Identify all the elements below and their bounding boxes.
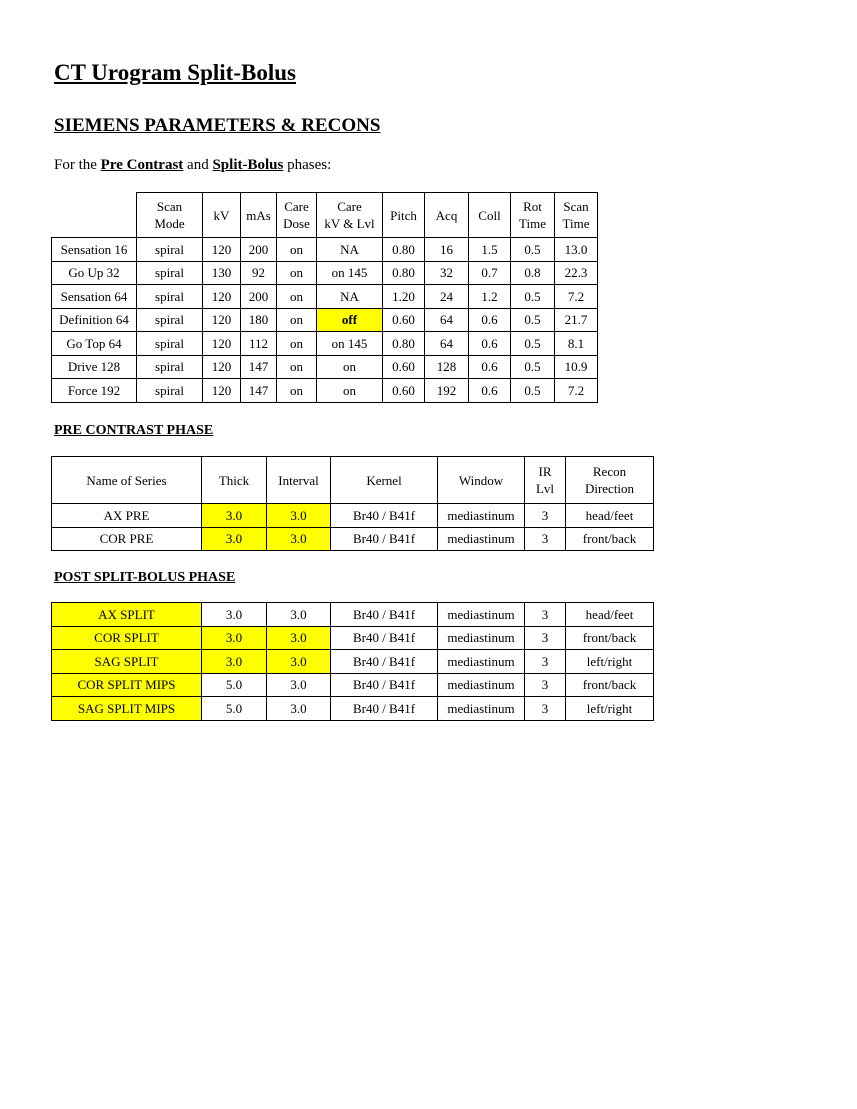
cell-pitch: 1.20: [383, 285, 425, 309]
cell-care-kv: on 145: [317, 261, 383, 285]
cell-thick: 5.0: [202, 673, 267, 697]
cell-kv: 120: [203, 308, 241, 332]
header-mas: mAs: [241, 193, 277, 238]
cell-scan-time: 13.0: [555, 238, 598, 262]
cell-rot-time: 0.5: [511, 355, 555, 379]
table-row: [52, 697, 654, 721]
cell-acq: 16: [425, 238, 469, 262]
cell-acq: 192: [425, 379, 469, 403]
cell-thick: 3.0: [202, 603, 267, 627]
cell-care-kv: NA: [317, 285, 383, 309]
cell-pitch: 0.80: [383, 332, 425, 356]
cell-series-name: COR SPLIT: [52, 626, 202, 650]
cell-mas: 112: [241, 332, 277, 356]
cell-mas: 92: [241, 261, 277, 285]
cell-interval: 3.0: [267, 673, 331, 697]
table-row: [52, 379, 598, 403]
cell-kv: 120: [203, 285, 241, 309]
table-row: [52, 527, 654, 551]
header-thick: Thick: [202, 457, 267, 504]
cell-scan-time: 22.3: [555, 261, 598, 285]
cell-care-dose: on: [277, 238, 317, 262]
cell-care-dose: on: [277, 285, 317, 309]
table-row: [52, 238, 598, 262]
cell-window: mediastinum: [438, 504, 525, 528]
cell-coll: 0.6: [469, 332, 511, 356]
cell-recon-direction: head/feet: [566, 603, 654, 627]
header-window: Window: [438, 457, 525, 504]
cell-ir-lvl: 3: [525, 504, 566, 528]
cell-care-kv-highlighted: off: [317, 308, 383, 332]
cell-care-kv: NA: [317, 238, 383, 262]
cell-kv: 120: [203, 379, 241, 403]
cell-scanner: Drive 128: [52, 355, 137, 379]
cell-scan-time: 7.2: [555, 285, 598, 309]
cell-care-kv: on 145: [317, 332, 383, 356]
header-recon-direction: Recon Direction: [566, 457, 654, 504]
cell-acq: 24: [425, 285, 469, 309]
cell-acq: 128: [425, 355, 469, 379]
cell-coll: 0.6: [469, 308, 511, 332]
cell-recon-direction: head/feet: [566, 504, 654, 528]
header-kv: kV: [203, 193, 241, 238]
cell-kv: 120: [203, 332, 241, 356]
cell-window: mediastinum: [438, 697, 525, 721]
cell-kernel: Br40 / B41f: [331, 626, 438, 650]
cell-kernel: Br40 / B41f: [331, 650, 438, 674]
cell-pitch: 0.80: [383, 261, 425, 285]
cell-series-name: SAG SPLIT MIPS: [52, 697, 202, 721]
cell-acq: 32: [425, 261, 469, 285]
table-row: [52, 332, 598, 356]
cell-scanner: Go Top 64: [52, 332, 137, 356]
post-split-heading: POST SPLIT-BOLUS PHASE: [54, 570, 236, 585]
cell-kernel: Br40 / B41f: [331, 697, 438, 721]
cell-series-name: SAG SPLIT: [52, 650, 202, 674]
cell-ir-lvl: 3: [525, 603, 566, 627]
header-series-name: Name of Series: [52, 457, 202, 504]
cell-mas: 180: [241, 308, 277, 332]
cell-scan-time: 21.7: [555, 308, 598, 332]
header-coll: Coll: [469, 193, 511, 238]
cell-scanner: Go Up 32: [52, 261, 137, 285]
cell-scan-mode: spiral: [137, 332, 203, 356]
cell-kv: 130: [203, 261, 241, 285]
cell-care-dose: on: [277, 261, 317, 285]
intro-split-bolus: Split-Bolus: [212, 157, 284, 173]
cell-rot-time: 0.5: [511, 308, 555, 332]
cell-care-dose: on: [277, 379, 317, 403]
cell-recon-direction: front/back: [566, 673, 654, 697]
cell-scanner: Force 192: [52, 379, 137, 403]
header-care-kv: Care kV & Lvl: [317, 193, 383, 238]
cell-ir-lvl: 3: [525, 626, 566, 650]
cell-mas: 147: [241, 355, 277, 379]
cell-scanner: Sensation 16: [52, 238, 137, 262]
cell-interval: 3.0: [267, 603, 331, 627]
cell-coll: 1.5: [469, 238, 511, 262]
cell-coll: 0.6: [469, 355, 511, 379]
cell-kernel: Br40 / B41f: [331, 527, 438, 551]
scanner-parameters-table: [51, 192, 598, 403]
header-scan-mode: Scan Mode: [137, 193, 203, 238]
cell-care-dose: on: [277, 308, 317, 332]
cell-window: mediastinum: [438, 673, 525, 697]
cell-rot-time: 0.5: [511, 332, 555, 356]
table-row: [52, 504, 654, 528]
cell-window: mediastinum: [438, 626, 525, 650]
cell-interval: 3.0: [267, 527, 331, 551]
cell-scan-mode: spiral: [137, 285, 203, 309]
cell-scan-mode: spiral: [137, 355, 203, 379]
table-row: [52, 650, 654, 674]
cell-window: mediastinum: [438, 650, 525, 674]
cell-scan-mode: spiral: [137, 238, 203, 262]
cell-series-name: AX PRE: [52, 504, 202, 528]
cell-scanner: Definition 64: [52, 308, 137, 332]
header-care-dose: Care Dose: [277, 193, 317, 238]
cell-rot-time: 0.8: [511, 261, 555, 285]
cell-rot-time: 0.5: [511, 238, 555, 262]
cell-thick: 3.0: [202, 650, 267, 674]
cell-coll: 0.7: [469, 261, 511, 285]
cell-coll: 1.2: [469, 285, 511, 309]
cell-scan-time: 8.1: [555, 332, 598, 356]
header-acq: Acq: [425, 193, 469, 238]
cell-interval: 3.0: [267, 650, 331, 674]
cell-kernel: Br40 / B41f: [331, 504, 438, 528]
pre-contrast-table: [51, 456, 654, 551]
cell-thick: 5.0: [202, 697, 267, 721]
cell-kv: 120: [203, 355, 241, 379]
cell-pitch: 0.80: [383, 238, 425, 262]
header-pitch: Pitch: [383, 193, 425, 238]
cell-interval: 3.0: [267, 697, 331, 721]
cell-acq: 64: [425, 332, 469, 356]
intro-prefix: For the: [54, 157, 101, 173]
cell-recon-direction: front/back: [566, 626, 654, 650]
cell-pitch: 0.60: [383, 355, 425, 379]
intro-pre-contrast: Pre Contrast: [100, 157, 184, 173]
cell-scan-mode: spiral: [137, 261, 203, 285]
cell-series-name: AX SPLIT: [52, 603, 202, 627]
header-scan-time: Scan Time: [555, 193, 598, 238]
pre-contrast-heading: PRE CONTRAST PHASE: [54, 423, 214, 438]
cell-kv: 120: [203, 238, 241, 262]
cell-pitch: 0.60: [383, 308, 425, 332]
cell-mas: 200: [241, 238, 277, 262]
cell-ir-lvl: 3: [525, 527, 566, 551]
cell-thick: 3.0: [202, 626, 267, 650]
cell-coll: 0.6: [469, 379, 511, 403]
table-row: [52, 285, 598, 309]
table-header-row: [52, 193, 598, 238]
cell-care-dose: on: [277, 355, 317, 379]
cell-recon-direction: front/back: [566, 527, 654, 551]
cell-ir-lvl: 3: [525, 697, 566, 721]
cell-window: mediastinum: [438, 527, 525, 551]
header-kernel: Kernel: [331, 457, 438, 504]
cell-ir-lvl: 3: [525, 650, 566, 674]
table-row: [52, 355, 598, 379]
page-title: CT Urogram Split-Bolus: [54, 60, 296, 85]
table-row: [52, 603, 654, 627]
cell-scan-mode: spiral: [137, 379, 203, 403]
header-blank: [52, 193, 137, 238]
cell-mas: 147: [241, 379, 277, 403]
header-ir-lvl: IR Lvl: [525, 457, 566, 504]
cell-ir-lvl: 3: [525, 673, 566, 697]
header-rot-time: Rot Time: [511, 193, 555, 238]
cell-care-dose: on: [277, 332, 317, 356]
intro-text: [54, 157, 331, 174]
intro-suffix: phases:: [283, 157, 332, 173]
cell-care-kv: on: [317, 355, 383, 379]
cell-care-kv: on: [317, 379, 383, 403]
cell-kernel: Br40 / B41f: [331, 603, 438, 627]
post-split-bolus-table: [51, 602, 654, 721]
cell-window: mediastinum: [438, 603, 525, 627]
cell-scan-time: 7.2: [555, 379, 598, 403]
cell-thick: 3.0: [202, 527, 267, 551]
intro-and: and: [183, 157, 213, 173]
section-subtitle: SIEMENS PARAMETERS & RECONS: [54, 115, 381, 136]
cell-acq: 64: [425, 308, 469, 332]
cell-series-name: COR PRE: [52, 527, 202, 551]
cell-scan-time: 10.9: [555, 355, 598, 379]
table-header-row: [52, 457, 654, 504]
cell-recon-direction: left/right: [566, 697, 654, 721]
cell-rot-time: 0.5: [511, 285, 555, 309]
cell-mas: 200: [241, 285, 277, 309]
cell-scanner: Sensation 64: [52, 285, 137, 309]
table-row: [52, 626, 654, 650]
cell-thick: 3.0: [202, 504, 267, 528]
table-row: [52, 673, 654, 697]
table-row: [52, 261, 598, 285]
cell-interval: 3.0: [267, 504, 331, 528]
cell-rot-time: 0.5: [511, 379, 555, 403]
header-interval: Interval: [267, 457, 331, 504]
cell-interval: 3.0: [267, 626, 331, 650]
table-row: [52, 308, 598, 332]
cell-kernel: Br40 / B41f: [331, 673, 438, 697]
cell-series-name: COR SPLIT MIPS: [52, 673, 202, 697]
cell-pitch: 0.60: [383, 379, 425, 403]
cell-recon-direction: left/right: [566, 650, 654, 674]
cell-scan-mode: spiral: [137, 308, 203, 332]
